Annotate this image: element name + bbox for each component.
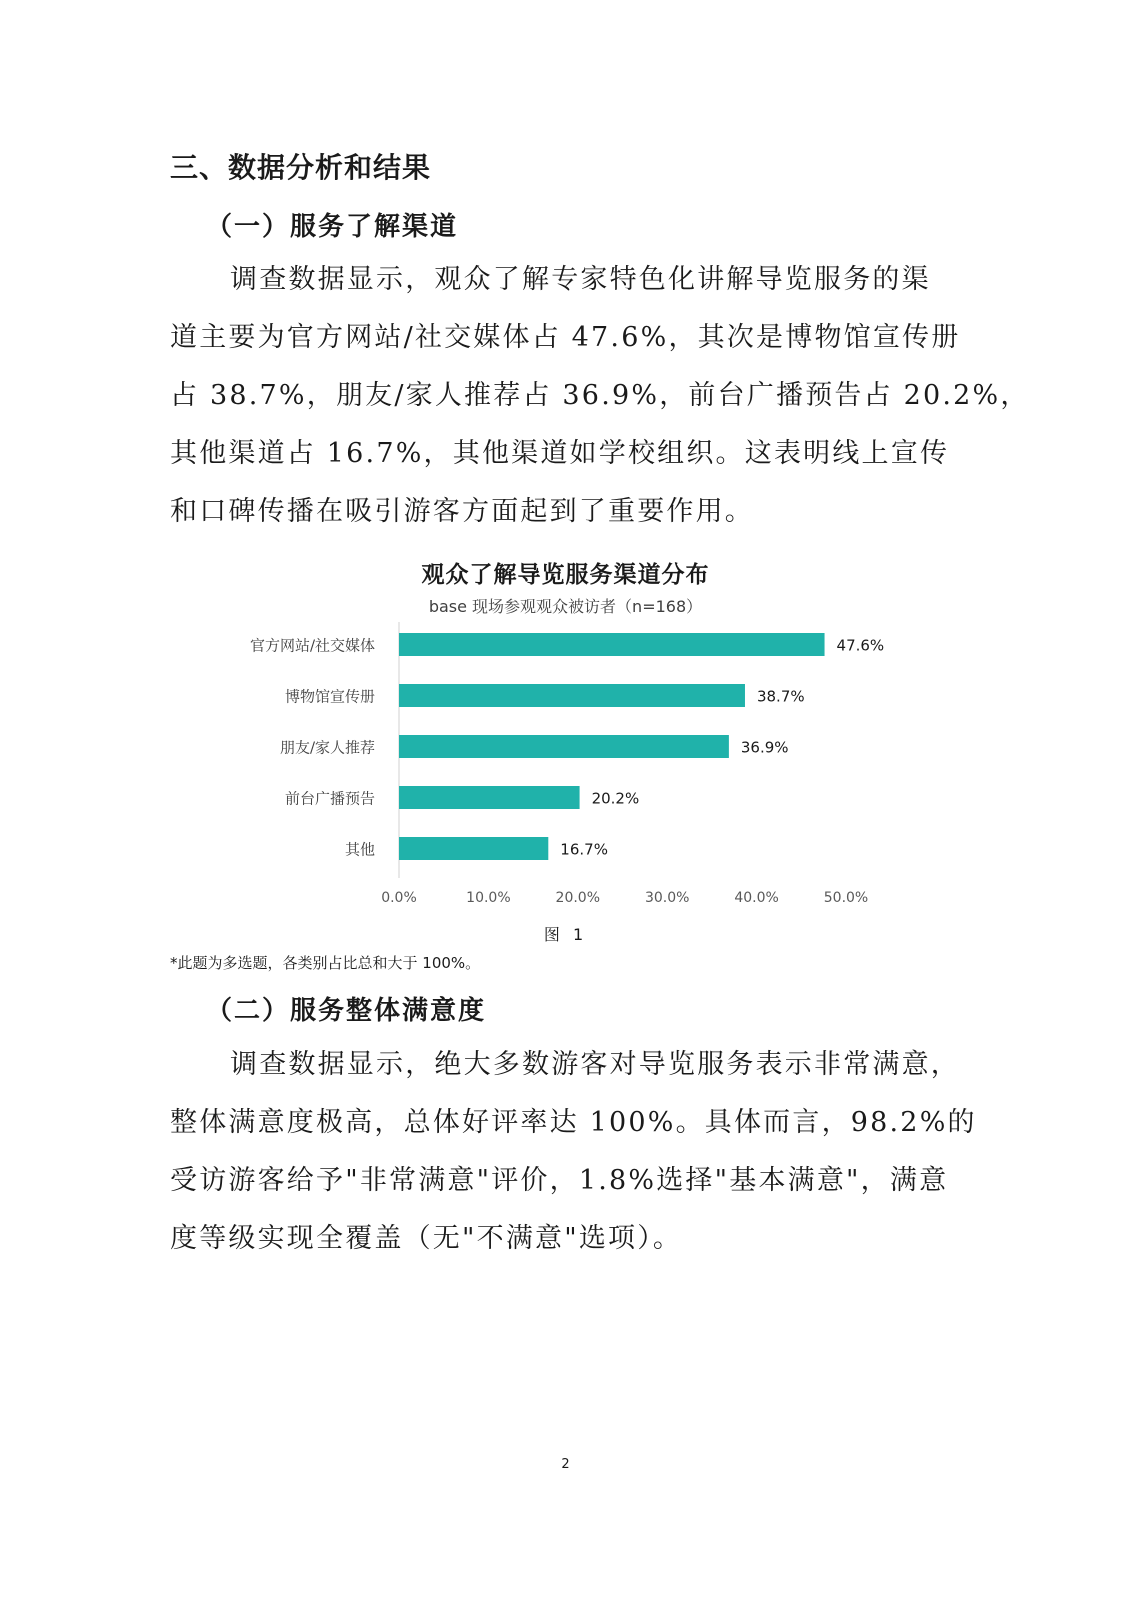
data-label: 36.9% [740, 738, 789, 757]
bar [399, 633, 825, 656]
chart-subtitle: base 现场参观观众被访者（n=168） [428, 597, 703, 616]
figure-caption: 图 1 [543, 925, 588, 944]
x-tick-label: 10.0% [466, 890, 511, 906]
paragraph-line: 调查数据显示，观众了解专家特色化讲解导览服务的渠 [230, 264, 931, 295]
bar [399, 684, 745, 707]
data-label: 16.7% [560, 840, 608, 859]
category-label: 其他 [344, 840, 375, 859]
chart-title: 观众了解导览服务渠道分布 [421, 562, 710, 588]
x-tick-label: 40.0% [734, 890, 779, 906]
subsection-heading-channels: （一）服务了解渠道 [206, 212, 459, 242]
section-heading: 三、数据分析和结果 [170, 151, 432, 184]
data-label: 47.6% [836, 636, 885, 655]
bar [399, 786, 580, 809]
x-tick-label: 0.0% [381, 890, 417, 906]
paragraph-satisfaction [170, 1036, 977, 1268]
category-label: 官方网站/社交媒体 [249, 636, 375, 655]
paragraph-line: 调查数据显示，绝大多数游客对导览服务表示非常满意， [230, 1049, 960, 1080]
category-label: 博物馆宣传册 [284, 687, 375, 706]
category-label: 前台广播预告 [284, 789, 375, 808]
data-label: 20.2% [591, 789, 640, 808]
x-tick-label: 50.0% [823, 890, 869, 906]
x-tick-label: 20.0% [555, 890, 601, 906]
paragraph-line: 道主要为官方网站/社交媒体占 47.6%，其次是博物馆宣传册 [170, 322, 961, 353]
paragraph-line: 和口碑传播在吸引游客方面起到了重要作用。 [170, 496, 754, 527]
subsection-heading-satisfaction: （二）服务整体满意度 [206, 996, 487, 1026]
x-tick-label: 30.0% [644, 890, 690, 906]
paragraph-line: 占 38.7%，朋友/家人推荐占 36.9%，前台广播预告占 20.2%， [170, 380, 1030, 411]
paragraph-line: 其他渠道占 16.7%，其他渠道如学校组织。这表明线上宣传 [170, 438, 950, 469]
category-label: 朋友/家人推荐 [279, 738, 375, 757]
paragraph-channels [170, 251, 1030, 541]
data-label: 38.7% [756, 687, 805, 706]
page-number: 2 [561, 1457, 570, 1472]
paragraph-line: 整体满意度极高，总体好评率达 100%。具体而言，98.2%的 [170, 1107, 977, 1138]
bar [399, 837, 548, 860]
bar [399, 735, 729, 758]
bar-chart [0, 620, 1131, 916]
paragraph-line: 受访游客给予"非常满意"评价，1.8%选择"基本满意"，满意 [170, 1165, 949, 1196]
paragraph-line: 度等级实现全覆盖（无"不满意"选项）。 [170, 1223, 683, 1254]
footnote: *此题为多选题，各类别占比总和大于 100%。 [170, 954, 481, 972]
